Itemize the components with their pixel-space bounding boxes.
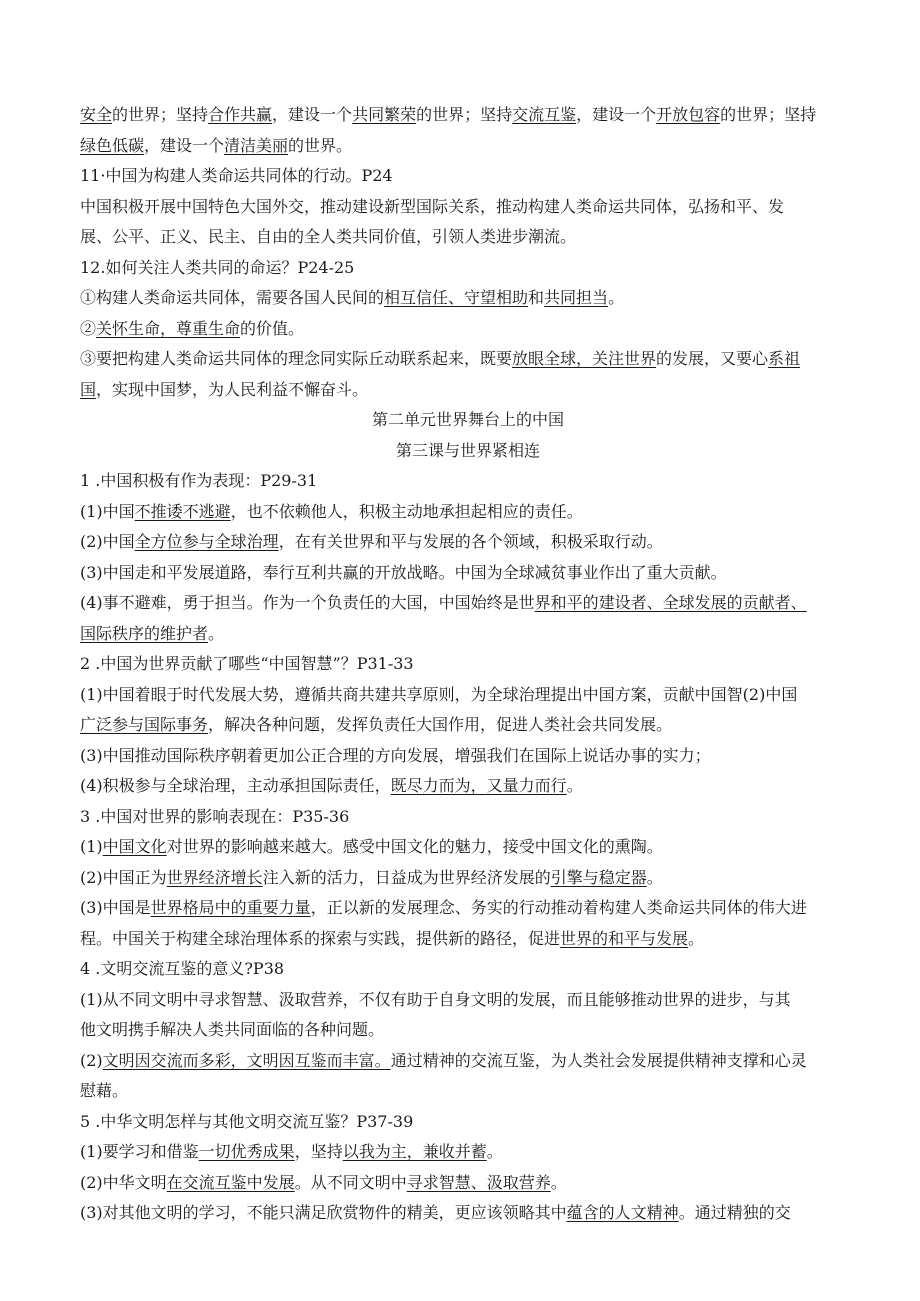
underlined-key-phrase: 世界经济增长: [166, 867, 263, 887]
text-line: [80, 741, 856, 772]
text-segment: 程。中国关于构建全球治理体系的探索与实践，提供新的路径，促进: [80, 928, 561, 948]
document-body: [80, 100, 856, 1229]
underlined-key-phrase: 文明因交流而多彩，文明因互鉴而丰富。: [102, 1050, 391, 1070]
text-line: [80, 1015, 856, 1046]
text-segment: (2)中华文明: [80, 1172, 167, 1192]
text-line: [80, 680, 856, 711]
underlined-key-phrase: 既尽力而为，又量力而行: [390, 776, 567, 795]
underlined-key-phrase: 开放包容: [656, 105, 721, 124]
text-line: [80, 100, 856, 131]
underlined-key-phrase: 合作共赢: [208, 105, 273, 124]
text-line: [80, 1076, 856, 1107]
text-segment: (3)对其他文明的学习，不能只满足欣赏物件的精美，更应该领略其中: [80, 1203, 567, 1222]
underlined-key-phrase: 安全: [80, 105, 113, 124]
underlined-key-phrase: 一切优秀成果: [198, 1142, 295, 1161]
underlined-key-phrase: 共同担当: [544, 288, 609, 307]
text-segment: (3)中国是: [80, 898, 151, 917]
underlined-key-phrase: 以我为主，兼收并蓄: [342, 1142, 487, 1161]
text-segment: 的世界。: [288, 135, 353, 155]
text-segment: ，在有关世界和平与发展的各个领域，积极采取行动。: [278, 532, 663, 551]
underlined-key-phrase: 清洁美丽: [224, 135, 289, 155]
text-line: [80, 253, 856, 284]
text-segment: 对世界的影响越来越大。感受中国文化的魅力，接受中国文化的熏陶。: [166, 837, 663, 856]
underlined-key-phrase: 蕴含的人文精神: [566, 1203, 679, 1222]
text-line: [80, 588, 856, 619]
underlined-key-phrase: 广泛参与国际事务: [80, 715, 209, 734]
text-segment: (2)中国: [80, 532, 135, 551]
text-segment: 的世界；坚持: [720, 105, 817, 124]
underlined-key-phrase: 国际秩序的维护者: [80, 623, 209, 643]
text-line: [80, 344, 856, 375]
text-segment: 。: [688, 928, 705, 948]
text-segment: (1): [80, 837, 103, 856]
underlined-key-phrase: 不推诿不逃避: [134, 501, 231, 521]
text-segment: (4)积极参与全球治理，主动承担国际责任，: [80, 776, 391, 795]
text-segment: 。: [566, 776, 583, 795]
underlined-key-phrase: 引擎与稳定器: [550, 867, 647, 887]
text-segment: 的世界；坚持: [112, 105, 209, 124]
underlined-key-phrase: 放眼全球，关注世界: [512, 349, 657, 368]
text-segment: 11·中国为构建人类命运共同体的行动。P24: [80, 166, 393, 185]
underlined-key-phrase: 寻求智慧、汲取营养: [406, 1172, 551, 1192]
text-segment: 展、公平、正义、民主、自由的全人类共同价值，引领人类进步潮流。: [80, 227, 577, 246]
text-line: [80, 558, 856, 589]
underlined-key-phrase: 绿色低碳: [80, 135, 145, 155]
text-line: [80, 1046, 856, 1077]
text-line: [80, 283, 856, 314]
text-line: [80, 771, 856, 802]
text-segment: (2)中国正为: [80, 867, 167, 887]
text-segment: (1)从不同文明中寻求智慧、汲取营养，不仅有助于自身文明的发展，而且能够推动世界的进步，与其: [80, 989, 791, 1009]
text-line: [80, 1198, 856, 1229]
text-line: [80, 649, 856, 680]
text-segment: 的世界；坚持: [416, 105, 513, 124]
text-line: [80, 192, 856, 223]
underlined-key-phrase: 共同繁荣: [352, 105, 417, 124]
text-segment: 。从不同文明中: [294, 1172, 407, 1192]
text-segment: ，实现中国梦，为人民利益不懈奋斗。: [96, 379, 369, 399]
text-line: [80, 863, 856, 894]
text-segment: 。: [646, 867, 663, 887]
text-line: [80, 710, 856, 741]
section-heading: [80, 405, 856, 436]
text-segment: 的价值。: [240, 318, 305, 338]
text-segment: 12.如何关注人类共同的命运？P24-25: [80, 257, 355, 277]
text-segment: ②: [80, 318, 97, 338]
text-line: [80, 832, 856, 863]
text-segment: 1 .中国积极有作为表现：P29-31: [80, 471, 318, 490]
text-segment: 。: [208, 623, 225, 643]
text-segment: 第二单元世界舞台上的中国: [371, 410, 564, 429]
text-segment: ，坚持: [294, 1142, 343, 1161]
text-line: [80, 131, 856, 162]
underlined-key-phrase: 全方位参与全球治理: [134, 532, 279, 551]
text-segment: (3)中国走和平发展道路，奉行互利共赢的开放战略。中国为全球减贫事业作出了重大贡献。: [80, 562, 727, 582]
text-segment: ，解决各种问题，发挥负责任大国作用，促进人类社会共同发展。: [208, 715, 673, 734]
underlined-key-phrase: 在交流互鉴中发展: [166, 1172, 295, 1192]
text-segment: 3 .中国对世界的影响表现在：P35-36: [80, 806, 350, 826]
text-segment: ，建设一个: [576, 105, 657, 124]
text-segment: 5 .中华文明怎样与其他文明交流互鉴？P37-39: [80, 1111, 414, 1131]
text-segment: 的发展，又要心: [656, 349, 769, 368]
text-segment: 。通过精独的交: [678, 1203, 791, 1222]
text-line: [80, 954, 856, 985]
text-segment: (3)中国推动国际秩序朝着更加公正合理的方向发展，增强我们在国际上说话办事的实力；: [80, 745, 711, 765]
text-line: [80, 527, 856, 558]
text-segment: 他文明携手解决人类共同面临的各种问题。: [80, 1020, 385, 1039]
text-segment: 4 .文明交流互鉴的意义?P38: [80, 959, 285, 978]
text-line: [80, 893, 856, 924]
text-line: [80, 802, 856, 833]
underlined-key-phrase: 界和平的建设者、全球发展的贡献者、: [534, 593, 807, 612]
underlined-key-phrase: 中国文化: [102, 837, 167, 856]
text-segment: (1)中国: [80, 501, 135, 521]
text-line: [80, 619, 856, 650]
section-heading: [80, 436, 856, 467]
underlined-key-phrase: 相互信任、守望相助: [384, 288, 529, 307]
text-segment: 通过精神的交流互鉴，为人类社会发展提供精神支撑和心灵: [390, 1050, 807, 1070]
text-line: [80, 985, 856, 1016]
text-segment: ，正以新的发展理念、务实的行动推动着构建人类命运共同体的伟大进: [310, 898, 807, 917]
text-segment: ③要把构建人类命运共同体的理念同实际丘动联系起来，既要: [80, 349, 513, 368]
text-segment: 。: [486, 1142, 503, 1161]
text-line: [80, 1137, 856, 1168]
text-line: [80, 1107, 856, 1138]
text-line: [80, 314, 856, 345]
text-line: [80, 497, 856, 528]
text-line: [80, 375, 856, 406]
text-line: [80, 466, 856, 497]
text-segment: (2): [80, 1050, 103, 1070]
underlined-key-phrase: 世界格局中的重要力量: [150, 898, 311, 917]
text-segment: 第三课与世界紧相连: [395, 440, 540, 460]
text-segment: 2 .中国为世界贡献了哪些“中国智慧”？P31-33: [80, 654, 414, 673]
text-line: [80, 924, 856, 955]
text-line: [80, 1168, 856, 1199]
underlined-key-phrase: 系祖: [768, 349, 801, 368]
text-segment: ，也不依赖他人，积极主动地承担起相应的责任。: [230, 501, 583, 521]
text-segment: 注入新的活力，日益成为世界经济发展的: [262, 867, 551, 887]
text-segment: (1)中国着眼于时代发展大势，遵循共商共建共享原则，为全球治理提出中国方案，贡献中国智(2)中国: [80, 684, 798, 704]
text-line: [80, 222, 856, 253]
underlined-key-phrase: 世界的和平与发展: [560, 928, 689, 948]
underlined-key-phrase: 关怀生命，尊重生命: [96, 318, 241, 338]
text-segment: 。: [550, 1172, 567, 1192]
underlined-key-phrase: 国: [80, 379, 97, 399]
text-segment: 和: [528, 288, 545, 307]
underlined-key-phrase: 交流互鉴: [512, 105, 577, 124]
text-segment: (4)事不避难，勇于担当。作为一个负责任的大国，中国始终是世: [80, 593, 535, 612]
text-segment: 。: [608, 288, 625, 307]
text-segment: ，建设一个: [272, 105, 353, 124]
text-segment: ，建设一个: [144, 135, 225, 155]
text-segment: 中国积极开展中国特色大国外交，推动建设新型国际关系，推动构建人类命运共同体，弘扬和平、发: [80, 196, 785, 216]
text-segment: ①构建人类命运共同体，需要各国人民间的: [80, 288, 385, 307]
text-line: [80, 161, 856, 192]
text-segment: 慰藉。: [80, 1081, 129, 1100]
text-segment: (1)要学习和借鉴: [80, 1142, 199, 1161]
